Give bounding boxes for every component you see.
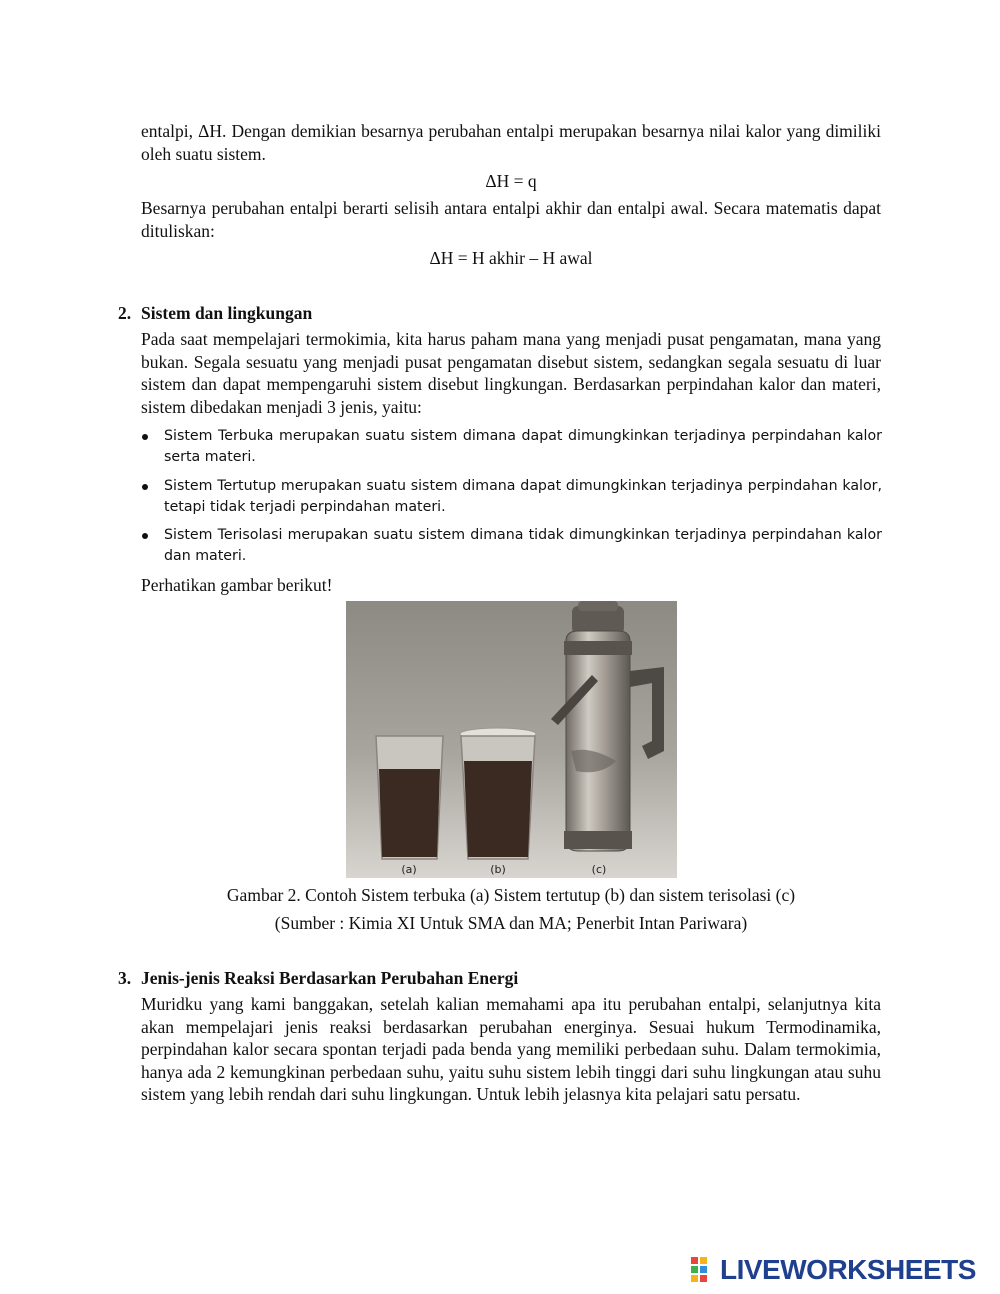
section-2-paragraph: Pada saat mempelajari termokimia, kita harus paham mana yang menjadi pusat pengamatan, mana yang bukan. Segala sesuatu yang menjadi pusat pengamatan disebut sistem, sedangkan segala sesuatu di luar sistem dan dapat mempengaruhi sistem disebut lingkungan. Berdasarkan perpindahan kalor dan materi, sistem dibedakan menjadi 3 jenis, yaitu: <box>141 329 881 417</box>
glass-b <box>460 728 536 859</box>
section-3-title: Jenis-jenis Reaksi Berdasarkan Perubahan Energi <box>141 968 519 988</box>
figure-photo-systems <box>346 601 677 878</box>
label-a: (a) <box>401 863 417 876</box>
formula-delta-h: ΔH = H akhir – H awal <box>429 248 593 268</box>
liveworksheets-logo-text: LIVEWORKSHEETS <box>720 1254 976 1285</box>
bullet-sistem-terbuka: Sistem Terbuka merupakan suatu sistem dimana dapat dimungkinkan terjadinya perpindahan kalor serta materi. <box>164 428 882 465</box>
bullet-sistem-terisolasi: Sistem Terisolasi merupakan suatu sistem dimana tidak dimungkinkan terjadinya perpindahan kalor dan materi. <box>164 527 882 564</box>
bullet-dot <box>142 533 148 539</box>
section-3-paragraph: Muridku yang kami banggakan, setelah kalian memahami apa itu perubahan entalpi, selanjutnya kita akan mempelajari jenis reaksi berdasarkan perubahan energinya. Sesuai hukum Termodinamika, perpindahan kalor secara spontan terjadi pada benda yang memiliki perbedaan suhu. Dalam termokimia, hanya ada 2 kemungkinan perbedaan suhu, yaitu suhu sistem lebih tinggi dari suhu lingkungan atau suhu sistem yang lebih rendah dari suhu lingkungan. Untuk lebih jelasnya kita pelajari satu persatu. <box>141 994 881 1104</box>
figure-caption: Gambar 2. Contoh Sistem terbuka (a) Sistem tertutup (b) dan sistem terisolasi (c) <box>226 885 796 905</box>
look-at-picture-text: Perhatikan gambar berikut! <box>141 575 333 595</box>
liveworksheets-logo-icon <box>691 1257 717 1283</box>
glass-a <box>376 736 443 859</box>
intro-paragraph-1: entalpi, ΔH. Dengan demikian besarnya perubahan entalpi merupakan besarnya nilai kalor yang dimiliki oleh suatu sistem. <box>141 121 881 164</box>
label-c: (c) <box>591 863 607 876</box>
figure-source: (Sumber : Kimia XI Untuk SMA dan MA; Penerbit Intan Pariwara) <box>274 913 748 933</box>
bullet-sistem-tertutup: Sistem Tertutup merupakan suatu sistem dimana dapat dimungkinkan terjadinya perpindahan kalor, tetapi tidak terjadi perpindahan materi. <box>164 478 882 515</box>
bullet-dot <box>142 484 148 490</box>
section-2-number: 2. <box>118 303 132 323</box>
liveworksheets-logo[interactable] <box>691 1255 976 1285</box>
label-b: (b) <box>490 863 506 876</box>
section-2-heading <box>118 302 312 324</box>
section-3-heading <box>118 967 518 989</box>
bullet-dot <box>142 434 148 440</box>
formula-delta-h-q: ΔH = q <box>485 171 537 191</box>
section-2-title: Sistem dan lingkungan <box>141 303 313 323</box>
intro-paragraph-2: Besarnya perubahan entalpi berarti selisih antara entalpi akhir dan entalpi awal. Secara matematis dapat dituliskan: <box>141 198 881 241</box>
section-3-number: 3. <box>118 968 132 988</box>
